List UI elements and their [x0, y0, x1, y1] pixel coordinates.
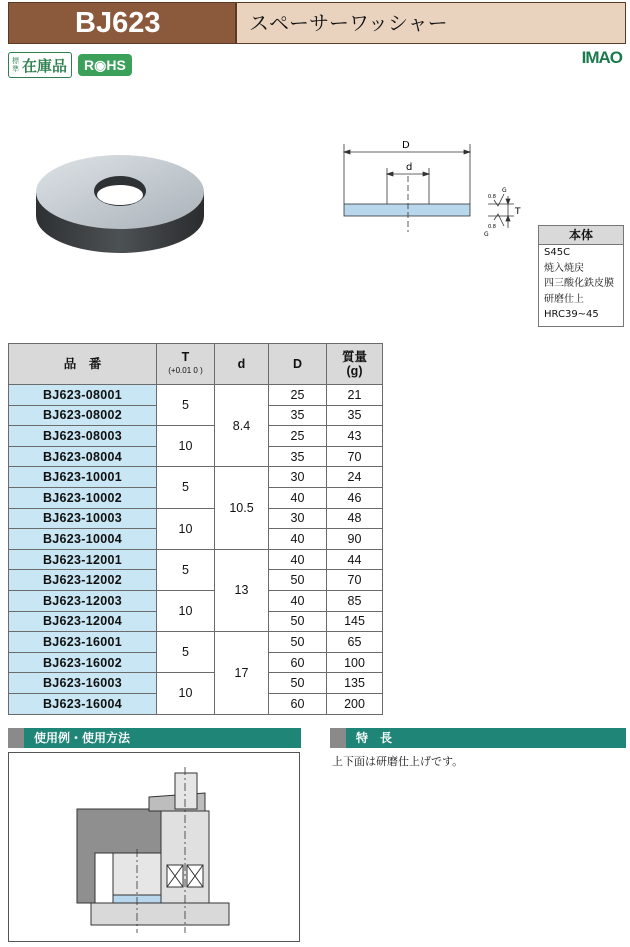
mass-cell: 90 — [327, 529, 383, 550]
part-number-cell: BJ623-12003 — [9, 590, 157, 611]
mass-cell: 21 — [327, 385, 383, 406]
outer-diameter-cell: 40 — [269, 590, 327, 611]
badge-row — [8, 52, 132, 78]
washer-illustration — [30, 130, 210, 255]
outer-diameter-cell: 25 — [269, 426, 327, 447]
part-number-cell: BJ623-16003 — [9, 673, 157, 694]
table-header-row — [9, 344, 383, 385]
header-thickness — [157, 344, 215, 385]
table-row — [9, 632, 383, 653]
washer-hole-through — [97, 185, 143, 205]
usage-example-box — [8, 752, 300, 942]
part-number-cell: BJ623-08001 — [9, 385, 157, 406]
section-marker — [330, 728, 346, 748]
outer-diameter-cell: 35 — [269, 405, 327, 426]
outer-diameter-cell: 50 — [269, 611, 327, 632]
dimension-drawing — [338, 136, 530, 240]
material-line: S45C — [544, 247, 571, 258]
outer-diameter-cell: 40 — [269, 487, 327, 508]
part-number-cell: BJ623-16004 — [9, 693, 157, 714]
mass-cell: 65 — [327, 632, 383, 653]
inner-diameter-cell: 10.5 — [215, 467, 269, 549]
header-inner-diameter: d — [215, 344, 269, 385]
part-number-cell: BJ623-10002 — [9, 487, 157, 508]
part-number-cell: BJ623-12004 — [9, 611, 157, 632]
part-number-cell: BJ623-08003 — [9, 426, 157, 447]
header-mass-unit: (g) — [346, 364, 363, 378]
mass-cell: 85 — [327, 590, 383, 611]
mass-cell: 135 — [327, 673, 383, 694]
part-number-cell: BJ623-10004 — [9, 529, 157, 550]
table-row — [9, 549, 383, 570]
outer-diameter-cell: 60 — [269, 693, 327, 714]
usage-section-header — [8, 728, 301, 748]
inner-diameter-cell: 8.4 — [215, 385, 269, 467]
mass-cell: 145 — [327, 611, 383, 632]
product-title: スペーサーワッシャー — [235, 3, 625, 43]
thickness-cell: 10 — [157, 590, 215, 631]
outer-diameter-cell: 40 — [269, 549, 327, 570]
part-number-cell: BJ623-10001 — [9, 467, 157, 488]
part-number-cell: BJ623-12002 — [9, 570, 157, 591]
material-line: 焼入焼戻 — [544, 262, 584, 274]
table-row — [9, 508, 383, 529]
material-line: 四三酸化鉄皮膜 — [544, 278, 614, 289]
mass-cell: 48 — [327, 508, 383, 529]
part-number-cell: BJ623-16001 — [9, 632, 157, 653]
table-row — [9, 590, 383, 611]
header-outer-diameter: D — [269, 344, 327, 385]
outer-diameter-cell: 60 — [269, 652, 327, 673]
thickness-cell: 5 — [157, 385, 215, 426]
outer-diameter-cell: 30 — [269, 508, 327, 529]
inner-diameter-cell: 13 — [215, 549, 269, 631]
thickness-cell: 10 — [157, 673, 215, 714]
flatness-label: G — [502, 187, 507, 194]
header-mass-label: 質量 — [341, 350, 367, 364]
table-row — [9, 467, 383, 488]
material-header: 本体 — [539, 226, 623, 245]
table-row — [9, 673, 383, 694]
brand-logo: IMAO — [581, 48, 622, 67]
section-marker — [8, 728, 24, 748]
rohs-badge: R◉HS — [78, 54, 132, 76]
header-T-label: T — [181, 350, 190, 364]
usage-section-title: 使用例・使用方法 — [34, 731, 131, 745]
inner-diameter-cell: 17 — [215, 632, 269, 714]
mass-cell: 46 — [327, 487, 383, 508]
thickness-cell: 5 — [157, 549, 215, 590]
part-number-cell: BJ623-16002 — [9, 652, 157, 673]
standard-stock-badge — [8, 52, 72, 78]
base-plate — [91, 903, 229, 925]
page-header — [8, 2, 626, 44]
outer-diameter-cell: 35 — [269, 446, 327, 467]
outer-diameter-cell: 30 — [269, 467, 327, 488]
mass-cell: 70 — [327, 446, 383, 467]
material-box — [538, 225, 624, 327]
thickness-cell: 5 — [157, 632, 215, 673]
features-text: 上下面は研磨仕上げです。 — [332, 755, 464, 768]
outer-diameter-cell: 50 — [269, 673, 327, 694]
roughness-label: 0.8 — [488, 224, 496, 230]
dim-d-label: d — [406, 162, 413, 173]
material-line: 研磨仕上 — [544, 293, 584, 305]
mass-cell: 44 — [327, 549, 383, 570]
usage-example-diagram — [9, 753, 299, 941]
features-section-title: 特 長 — [356, 731, 393, 745]
standard-stock-label: 在庫品 — [22, 56, 68, 75]
roughness-label: 0.8 — [488, 194, 496, 200]
standard-small-char: 標 — [12, 57, 19, 65]
part-number-cell: BJ623-12001 — [9, 549, 157, 570]
table-row — [9, 385, 383, 406]
part-number-cell: BJ623-08002 — [9, 405, 157, 426]
outer-diameter-cell: 25 — [269, 385, 327, 406]
table-row — [9, 426, 383, 447]
thickness-cell: 10 — [157, 508, 215, 549]
thickness-cell: 10 — [157, 426, 215, 467]
mass-cell: 200 — [327, 693, 383, 714]
header-mass — [327, 344, 383, 385]
bolt-head — [175, 773, 197, 809]
dim-T-label: T — [515, 207, 521, 217]
product-code: BJ623 — [9, 3, 235, 43]
mass-cell: 43 — [327, 426, 383, 447]
mass-cell: 24 — [327, 467, 383, 488]
spec-table — [8, 343, 383, 715]
header-part-number: 品 番 — [9, 344, 157, 385]
dim-D-label: D — [402, 140, 410, 151]
outer-diameter-cell: 40 — [269, 529, 327, 550]
part-number-cell: BJ623-10003 — [9, 508, 157, 529]
flatness-label: G — [484, 231, 489, 238]
mass-cell: 70 — [327, 570, 383, 591]
mass-cell: 100 — [327, 652, 383, 673]
features-section-header — [330, 728, 626, 748]
standard-small-label — [11, 57, 20, 73]
outer-diameter-cell: 50 — [269, 632, 327, 653]
mass-cell: 35 — [327, 405, 383, 426]
support-post — [161, 811, 209, 903]
standard-small-char: 準 — [12, 65, 19, 73]
material-line: HRC39~45 — [544, 309, 599, 320]
header-T-tolerance: (+0.01 0 ) — [168, 366, 203, 375]
thickness-cell: 5 — [157, 467, 215, 508]
outer-diameter-cell: 50 — [269, 570, 327, 591]
part-number-cell: BJ623-08004 — [9, 446, 157, 467]
